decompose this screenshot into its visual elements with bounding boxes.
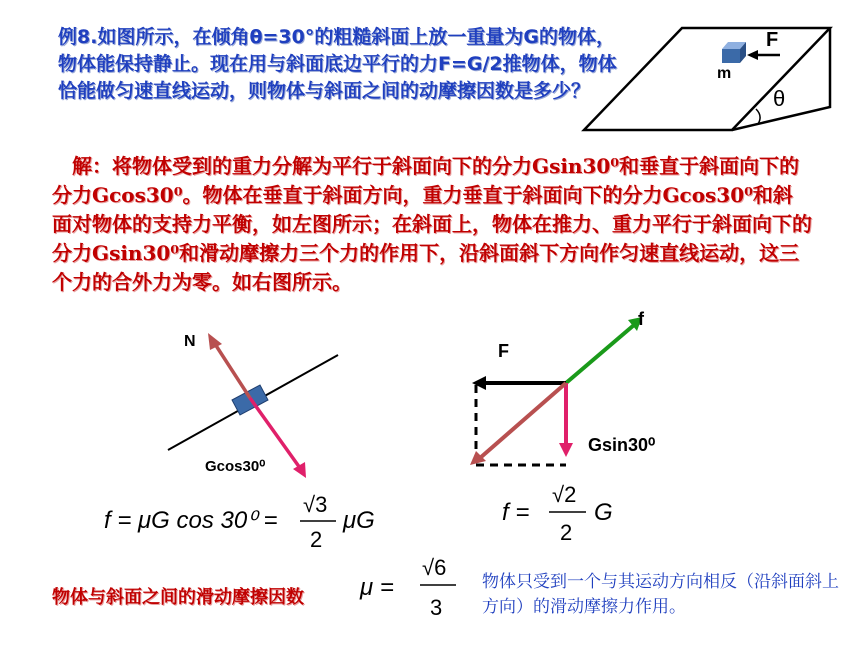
equation1-rhs: μG	[343, 507, 375, 534]
solution-text: 解：将物体受到的重力分解为平行于斜面向下的分力Gsin30⁰和垂直于斜面向下的分力Gcos30⁰。物体在垂直于斜面方向，重力垂直于斜面向下的分力Gcos30⁰和斜面对物体的支持力平衡，如左图所示；在斜面上，物体在推力、重力平行于斜面向下的分力Gsin30⁰和滑动摩擦力三个力的作用下，沿斜面斜下方向作匀速直线运动，这三个力的合外力为零。如右图所示。	[52, 154, 812, 294]
equation1-numerator: √3	[303, 492, 328, 517]
gcos-label: Gcos30⁰	[205, 458, 266, 475]
normal-arrow	[215, 344, 250, 398]
mass-label: m	[717, 65, 732, 82]
equation3-lhs: μ =	[360, 574, 394, 601]
angle-label: θ	[773, 86, 786, 111]
push-label: F	[498, 341, 509, 361]
equation-friction-right	[500, 472, 630, 548]
right-force-diagram	[460, 305, 680, 475]
equation-mu	[358, 545, 468, 621]
equation-friction-left	[100, 485, 400, 555]
resultant-arrow	[480, 383, 566, 458]
normal-label: N	[184, 333, 196, 350]
equation2-numerator: √2	[552, 482, 577, 507]
incline-figure	[580, 22, 845, 137]
force-label: F	[766, 29, 779, 51]
left-force-diagram	[160, 330, 360, 480]
block-m	[722, 42, 746, 63]
equation1-lhs: f = μG cos 30⁰ =	[104, 507, 278, 534]
friction-label: f	[638, 309, 644, 329]
equation3-numerator: √6	[422, 555, 447, 580]
gsin-label: Gsin30⁰	[588, 435, 656, 455]
equation2-rhs: G	[594, 499, 613, 526]
equation2-denominator: 2	[560, 520, 573, 545]
note-text: 物体只受到一个与其运动方向相反（沿斜面斜上方向）的滑动摩擦力作用。	[482, 572, 839, 617]
equation1-denominator: 2	[310, 527, 323, 552]
friction-arrow	[566, 325, 634, 383]
equation3-denominator: 3	[430, 595, 443, 620]
equation2-lhs: f =	[502, 499, 530, 526]
conclusion-label: 物体与斜面之间的滑动摩擦因数	[52, 587, 304, 608]
problem-statement: 例8.如图所示，在倾角θ=30°的粗糙斜面上放一重量为G的物体，物体能保持静止。现在用与斜面底边平行的力F=G/2推物体，物体恰能做匀速直线运动，则物体与斜面之间的动摩擦因数是多少？	[58, 26, 617, 102]
